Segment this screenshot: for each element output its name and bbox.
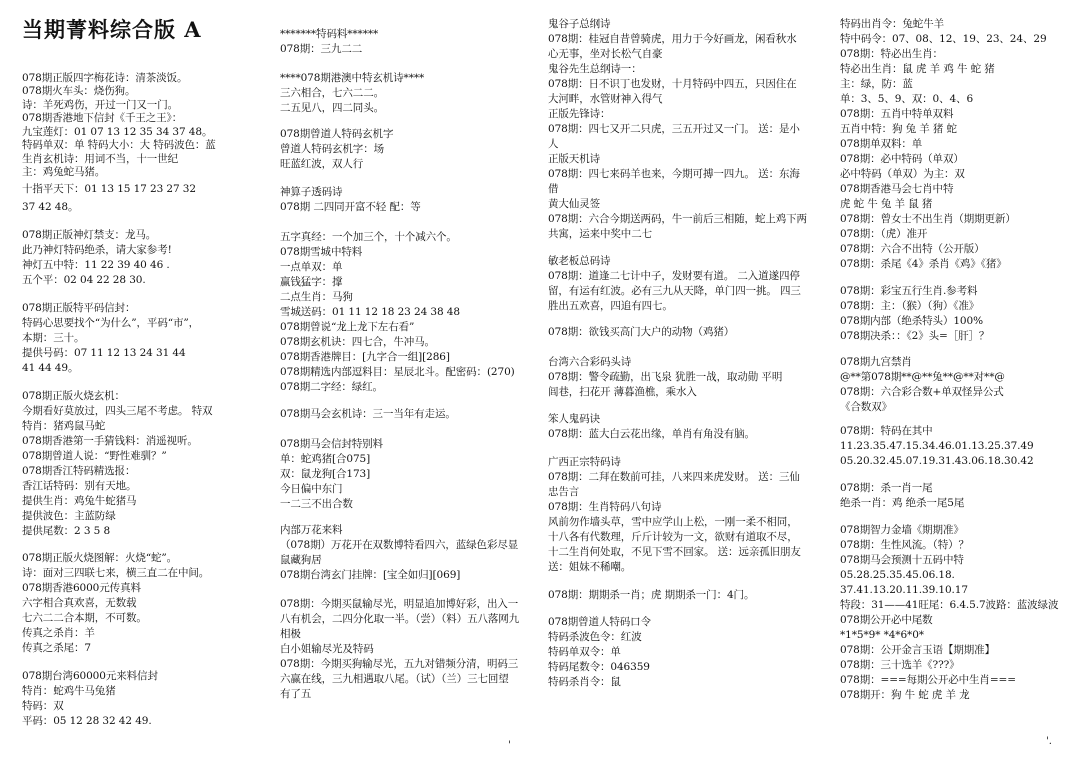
text-line: 闾巷，扫花开 薄暮渔樵，乘水入 [548, 386, 697, 398]
text-line: 078期：桂冠自昔曾骑虎，用力于今好画龙，闲看秋水 [548, 33, 797, 45]
text-line: 黄大仙灵签 [548, 198, 600, 210]
text-line: 078期香港第一手猜钱料：消遥视听。 [22, 435, 198, 447]
page-title: 当期菁料综合版 A [22, 17, 202, 42]
text-line: 正版天机诗 [548, 153, 600, 165]
text-line: 特码杀波色令：红波 [548, 631, 642, 643]
text-line: 078期：彩宝五行生肖.参考料 [840, 285, 978, 297]
text-line: 078期：六合彩合数+单双怪异公式 [840, 386, 1004, 398]
text-line: 内部万花来料 [280, 524, 343, 536]
text-line: 078期马会信封特别料 [280, 438, 383, 450]
text-line: 特码单双：单 特码大小：大 特码波色：蓝 [22, 139, 216, 151]
text-line: 特码出肖令：兔蛇牛羊 [840, 18, 944, 30]
text-line: 078期正版火烧玄机： [22, 390, 125, 402]
text-line: 078期：四七来码羊也来，今期可搏一四九。 送：东海 [548, 168, 800, 180]
text-line: 十二生肖何处取，不见下雪不回家。 送：远亲孤旧朋友 [548, 546, 801, 558]
text-line: 香江话特码：别有天地。 [22, 480, 137, 492]
text-line: 078期马会玄机诗：三一当年有走运。 [280, 408, 456, 420]
text-line: 078期：欲钱买高门大户的动物（鸡猪） [548, 326, 735, 338]
text-line: 借 [548, 183, 559, 195]
text-line: 必中特码（单双）为主：双 [840, 168, 965, 180]
text-line: 078期 二四同开富不轻 配：等 [280, 201, 421, 213]
text-line: 078期正版神灯禁支：龙马。 [22, 229, 157, 241]
text-line: 078期台湾玄门挂牌：[宝全如归][069] [280, 569, 461, 581]
text-line: 相极 [280, 628, 301, 640]
text-line: 特肖：蛇鸡牛马兔猪 [22, 685, 116, 697]
text-line: 笨人鬼码诀 [548, 413, 600, 425]
text-line: 078期决杀：：《2》头=［肝］？ [840, 330, 990, 342]
text-line: 078期曾道人特码玄机字 [280, 128, 394, 140]
text-line: 提供波色：主蓝防绿 [22, 510, 116, 522]
text-line: 078期：主：（猴）（狗）《准》 [840, 300, 980, 312]
text-line: 078期：公开金言玉语【期期准】 [840, 644, 995, 656]
text-line: 诗：面对三四联七来，横三直二在中间。 [22, 567, 210, 579]
text-line: 特肖：猪鸡鼠马蛇 [22, 420, 106, 432]
text-line: 078期：今期买鼠输尽光，明显追加博好彩，出入一 [280, 598, 519, 610]
text-line: 078期二字经：绿红。 [280, 381, 383, 393]
text-line: 有了五 [280, 688, 312, 700]
text-line: 078期香港地下信封《千王之王》： [22, 112, 183, 124]
text-line: 鬼谷先生总纲诗一： [548, 63, 642, 75]
text-line: 特中码令：07、08、12、19、23、24、29 [840, 33, 1047, 45]
text-line: @**第078期**@**兔**@**对**@ [840, 371, 1005, 383]
text-line: 白小姐输尽光及特码 [280, 643, 374, 655]
text-line: 一二三不出合数 [280, 498, 353, 510]
text-line: 忠告言 [548, 486, 580, 498]
text-line: 078期单双料：单 [840, 138, 923, 150]
text-line: 三六相合，七六二二。 [280, 87, 384, 99]
scan-mark: ' [508, 740, 511, 751]
text-line: 078期曾说“龙上龙下左右看” [280, 321, 415, 333]
text-line: 虎 蛇 牛 兔 羊 鼠 猪 [840, 198, 933, 210]
text-line: 二五见八，四二同头。 [280, 102, 384, 114]
text-line: 078期：生性风流。（特）？ [840, 539, 969, 551]
text-line: 二点生肖：马狗 [280, 291, 353, 303]
text-line: 今日偏中东门 [280, 483, 343, 495]
text-line: 11.23.35.47.15.34.46.01.13.25.37.49 [840, 440, 1034, 452]
text-line: 078期：道逢二七计中子，发财要有道。 二入道遂四停 [548, 270, 800, 282]
text-line: 078期九宫禁肖 [840, 356, 912, 368]
text-line: 078期：蓝大白云花出缘，单肖有角没有脑。 [548, 428, 755, 440]
text-line: 078期：生肖特码八句诗 [548, 501, 662, 513]
text-line: 十指平天下：01 13 15 17 23 27 32 [22, 183, 196, 195]
text-line: 赢钱猛字：撑 [280, 276, 343, 288]
text-line: 078期智力金墙《期期准》 [840, 524, 964, 536]
text-line: 078期台湾60000元来料信封 [22, 670, 158, 682]
text-line: *******特码料****** [280, 28, 379, 40]
text-line: 078期玄机诀：四七合，牛冲马。 [280, 336, 435, 348]
text-line: 六字相合真欢喜，无数载 [22, 597, 137, 609]
text-line: 078期香港牌目：[九字合一组][286] [280, 351, 450, 363]
text-line: 37.41.13.20.11.39.10.17 [840, 584, 968, 596]
text-line: 留，有运有红波。必有三九从天降，单门四一挑。 四三 [548, 285, 801, 297]
text-line: 广西正宗特码诗 [548, 456, 621, 468]
text-line: 特码尾数令：046359 [548, 661, 650, 673]
text-line: 078期：（虎）准开 [840, 228, 928, 240]
text-line: 主：绿，防：蓝 [840, 78, 913, 90]
text-line: 本期：三十。 [22, 332, 85, 344]
text-line: 五个平：02 04 22 28 30. [22, 274, 146, 286]
text-line: 05.20.32.45.07.19.31.43.06.18.30.42 [840, 455, 1034, 467]
text-line: 078期：曾女士不出生肖（期期更新） [840, 213, 1016, 225]
text-line: 此乃神灯特码绝杀，请大家参考! [22, 244, 172, 256]
text-line: 特码心思要找个“为什么”，平码“市”， [22, 317, 200, 329]
text-line: 078期：期期杀一肖；虎 期期杀一门：4门。 [548, 589, 755, 601]
text-line: 共寓，运来中奖中二七 [548, 228, 652, 240]
text-line: 078期：特必出生肖： [840, 48, 943, 60]
text-line: 078期曾道人特码口令 [548, 616, 651, 628]
text-line: 078期：四七又开二只虎，三五开过又一门。 送：是小 [548, 123, 800, 135]
text-line: 078期：六合今期送两码，牛一前后三相随，蛇上鸡下两 [548, 213, 807, 225]
text-line: 078期香港6000元传真料 [22, 582, 141, 594]
text-line: 五字真经：一个加三个，十个减六个。 [280, 231, 457, 243]
text-line: 078期精选内部逗料目：星辰北斗。配密码：(270) [280, 366, 515, 378]
text-line: 078期：必中特码（单双） [840, 153, 964, 165]
text-line: *1*5*9* *4*6*0* [840, 629, 924, 641]
text-line: 05.28.25.35.45.06.18. [840, 569, 955, 581]
text-line: 41 44 49。 [22, 362, 79, 374]
text-line: 提供尾数：2 3 5 8 [22, 525, 111, 537]
text-line: 078期香江特码精选报： [22, 465, 136, 477]
text-line: 078期：警令疏勤，出飞泉 犹胜一战，取动勋 平明 [548, 371, 783, 383]
text-line: 传真之杀尾：7 [22, 642, 91, 654]
text-line: 风前勿作墙头草，雪中应学山上松，一刚一柔不相同， [548, 516, 798, 528]
text-line: 078期正版四字梅花诗：清茶淡饭。 [22, 72, 188, 84]
text-line: 传真之杀肖：羊 [22, 627, 95, 639]
text-line: 078期正版特平码信封： [22, 302, 136, 314]
text-line: 078期：三十选羊《???》 [840, 659, 960, 671]
text-line: 078期：杀一肖一尾 [840, 482, 933, 494]
text-line: 特段：31——41旺尾：6.4.5.7波路：蓝波绿波 [840, 599, 1059, 611]
text-line: 特码：双 [22, 700, 64, 712]
text-line: 人 [548, 138, 559, 150]
text-line: 单：3、5、9、双：0、4、6 [840, 93, 974, 105]
text-line: 双：鼠龙狗[合173] [280, 468, 371, 480]
text-line: 单：蛇鸡猪[合075] [280, 453, 371, 465]
text-line: 心无事，坐对长松气自豪 [548, 48, 663, 60]
text-line: 078期：五肖中特单双料 [840, 108, 954, 120]
text-line: 平码：05 12 28 32 42 49. [22, 715, 152, 727]
text-line: 078期：今期买狗输尽光，五九对错频分清，明码三 [280, 658, 519, 670]
text-line: 送：姐妹不稀嘲。 [548, 561, 632, 573]
text-line: 《合数双》 [840, 401, 892, 413]
text-line: 九宝莲灯：01 07 13 12 35 34 37 48。 [22, 126, 213, 138]
text-line: 078期：特码在其中 [840, 425, 933, 437]
text-line: 大河畔，水管财神入得气 [548, 93, 663, 105]
text-line: 曾道人特码玄机字：场 [280, 143, 384, 155]
text-line: 鬼谷子总纲诗 [548, 18, 611, 30]
text-line: 神算子透码诗 [280, 186, 343, 198]
text-line: 078期曾道人说：“野性难驯？” [22, 450, 167, 462]
text-line: 078期开：狗 牛 蛇 虎 羊 龙 [840, 689, 970, 701]
text-line: 八有机会，二四分化取一半。（尝）（料）五八落网九 [280, 613, 520, 625]
text-line: 主：鸡兔蛇马猪。 [22, 166, 106, 178]
text-line: 神灯五中特：11 22 39 40 46 . [22, 259, 170, 271]
text-line: 37 42 48。 [22, 201, 79, 213]
text-line: 078期：六合不出特（公开版） [840, 243, 985, 255]
text-line: 雪城送码：01 11 12 18 23 24 38 48 [280, 306, 460, 318]
text-line: 绝杀一肖：鸡 绝杀一尾5尾 [840, 497, 965, 509]
text-line: 旺蓝红波，双人行 [280, 158, 364, 170]
text-line: 六赢在线，三九相遇取八尾。（试）（兰）三七回望 [280, 673, 509, 685]
text-line: 078期：杀尾《4》杀肖《鸡》《猪》 [840, 258, 1007, 270]
text-line: 生肖玄机诗：用词不当，十一世纪 [22, 153, 178, 165]
text-line: （078期）万花开在双数博特看四六，蓝绿色彩尽显 [280, 539, 519, 551]
text-line: 七六二二合本期，不可数。 [22, 612, 147, 624]
text-line: 078期正版火烧图解：火烧“蛇”。 [22, 552, 178, 564]
text-line: 五肖中特：狗 兔 羊 猪 蛇 [840, 123, 957, 135]
text-line: 提供生肖：鸡兔牛蛇猪马 [22, 495, 137, 507]
text-line: ****078期港澳中特玄机诗**** [280, 72, 425, 84]
text-line: 正版先锋诗： [548, 108, 611, 120]
text-line: 078期内部（绝杀特头）100% [840, 315, 983, 327]
text-line: 078期香港马会七肖中特 [840, 183, 954, 195]
text-line: 078期马会预测十五码中特 [840, 554, 964, 566]
text-line: 特码单双令：单 [548, 646, 621, 658]
text-line: 078期：三九二二 [280, 43, 363, 55]
text-line: 078期：===每期公开必中生肖=== [840, 674, 1016, 686]
text-line: 胜出五欢喜，四追有四七。 [548, 300, 673, 312]
text-line: 078期火车头：烧伤狗。 [22, 85, 136, 97]
text-line: 特码杀肖令：鼠 [548, 676, 621, 688]
text-line: 078期公开必中尾数 [840, 614, 933, 626]
scan-mark: '. [1046, 736, 1052, 747]
text-line: 敏老板总码诗 [548, 255, 611, 267]
text-line: 特必出生肖：鼠 虎 羊 鸡 牛 蛇 猪 [840, 63, 995, 75]
text-line: 提供号码：07 11 12 13 24 31 44 [22, 347, 186, 359]
text-line: 十八各有代数理，斤斤计较为一文，欲财有道取不尽， [548, 531, 798, 543]
text-line: 鼠藏狗居 [280, 554, 322, 566]
text-line: 台湾六合彩码头诗 [548, 356, 632, 368]
text-line: 078期雪城中特料 [280, 246, 363, 258]
text-line: 一点单双：单 [280, 261, 343, 273]
text-line: 078期：日不识丁也发财，十月特码中四五，只因住在 [548, 78, 797, 90]
text-line: 诗：羊死鸡伤，开过一门又一门。 [22, 99, 178, 111]
text-line: 今期看好莫放过，四头三尾不考虑。 特双 [22, 405, 213, 417]
text-line: 078期：二拜在数前可挂，八来四来虎发财。 送：三仙 [548, 471, 800, 483]
